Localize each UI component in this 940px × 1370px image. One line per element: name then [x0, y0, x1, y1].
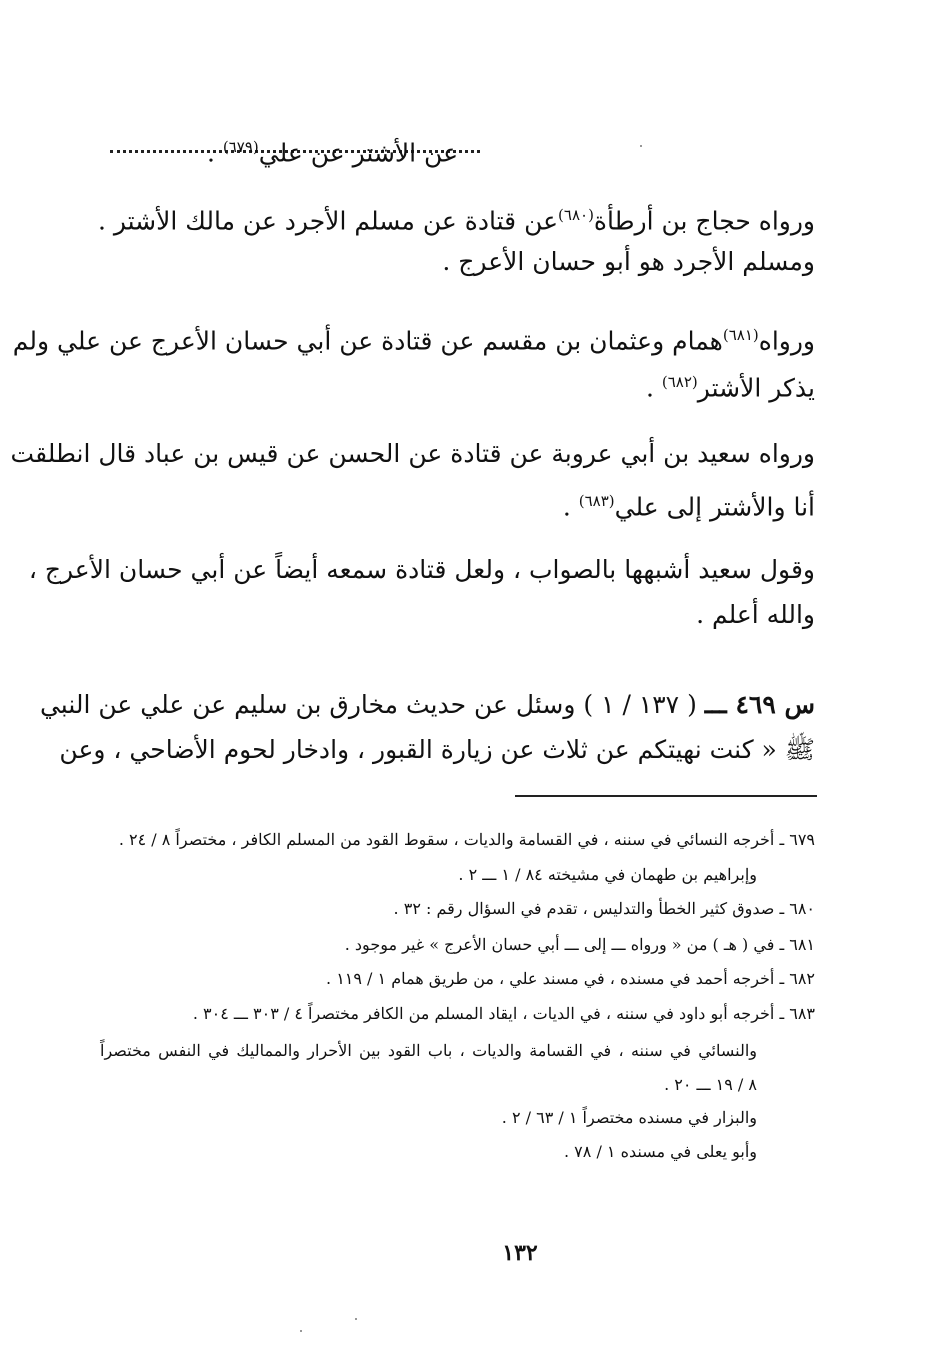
paragraph-4-line-1: وقول سعيد أشبهها بالصواب ، ولعل قتادة سمعه أيضاً عن أبي حسان الأعرج ، — [28, 555, 815, 584]
continuation-period: . — [206, 138, 215, 168]
footnote-681: ٦٨١ ـ في ( هـ ) من « ورواه ـــ إلى ـــ أبي حسان الأعرج » غير موجود . — [344, 935, 815, 954]
paragraph-3-line-1: ورواه سعيد بن أبي عروبة عن قتادة عن الحسن عن قيس بن عباد قال انطلقت — [10, 439, 815, 468]
question-469-line-2: ﷺ « كنت نهيتكم عن ثلاث عن زيارة القبور ، وادخار لحوم الأضاحي ، وعن — [59, 735, 815, 764]
paragraph-4-line-2: والله أعلم . — [696, 600, 815, 629]
footnote-679: ٦٧٩ ـ أخرجه النسائي في سننه ، في القسامة والديات ، سقوط القود من المسلم الكافر ، مختصراً ٨ / ٢٤ . — [118, 830, 815, 849]
scan-speck — [355, 1318, 357, 1320]
paragraph-1-line-2: ومسلم الأجرد هو أبو حسان الأعرج . — [442, 247, 815, 276]
page-number: ١٣٢ — [502, 1240, 538, 1266]
footnote-ref-679: (٦٧٩) — [222, 138, 259, 156]
scan-speck — [640, 145, 642, 147]
footnote-682: ٦٨٢ ـ أخرجه أحمد في مسنده ، في مسند علي ، من طريق همام ١ / ١١٩ . — [326, 969, 815, 988]
paragraph-2-line-1: ورواه$^{(٦٨١)}$همام وعثمان بن مقسم عن قتادة عن أبي حسان الأعرج عن علي ولم — [12, 326, 815, 356]
footnote-separator — [515, 795, 817, 797]
footnote-ref-680: (٦٨٠) — [558, 206, 594, 224]
question-469-line-1: س ٤٦٩ ـــ ( ١٣٧ / ١ ) وسئل عن حديث مخارق بن سليم عن علي عن النبي — [39, 690, 815, 719]
scan-speck — [300, 1330, 302, 1332]
footnote-683: ٦٨٣ ـ أخرجه أبو داود في سننه ، في الديات ، ايقاد المسلم من الكافر مختصراً ٤ / ٣٠٣ ـــ ٣٠٤ . — [192, 1004, 815, 1023]
footnote-683-line-3: ٨ / ١٩ ـــ ٢٠ . — [664, 1075, 757, 1094]
paragraph-2-line-2: يذكر الأشتر$^{(٦٨٢)}$ . — [645, 373, 815, 403]
footnote-ref-683: (٦٨٣) — [578, 492, 615, 510]
footnote-ref-682: (٦٨٢) — [661, 373, 698, 391]
paragraph-3-line-2: أنا والأشتر إلى علي$^{(٦٨٣)}$ . — [562, 492, 815, 522]
footnote-680: ٦٨٠ ـ صدوق كثير الخطأ والتدليس ، تقدم في السؤال رقم : ٣٢ . — [393, 899, 815, 918]
footnote-679-continued: وإبراهيم بن طهمان في مشيخته ٨٤ / ١ ـــ ٢ . — [458, 865, 757, 884]
footnote-683-line-2: والنسائي في سننه ، في القسامة والديات ، باب القود بين الأحرار والمماليك في النفس مختصراً — [100, 1041, 758, 1060]
paragraph-1-line-1: ورواه حجاج بن أرطأة$^{(٦٨٠)}$عن قتادة عن مسلم الأجرد عن مالك الأشتر . — [97, 206, 815, 236]
continuation-text: عن الأشتر عن علي — [258, 138, 458, 168]
footnote-ref-681: (٦٨١) — [722, 326, 759, 344]
continuation-line — [207, 130, 458, 170]
footnote-683-line-4: والبزار في مسنده مختصراً ١ / ٦٣ / ٢ . — [501, 1108, 757, 1127]
footnote-683-line-5: وأبو يعلى في مسنده ١ / ٧٨ . — [564, 1142, 757, 1161]
question-number: س ٤٦٩ ـــ — [704, 690, 815, 719]
